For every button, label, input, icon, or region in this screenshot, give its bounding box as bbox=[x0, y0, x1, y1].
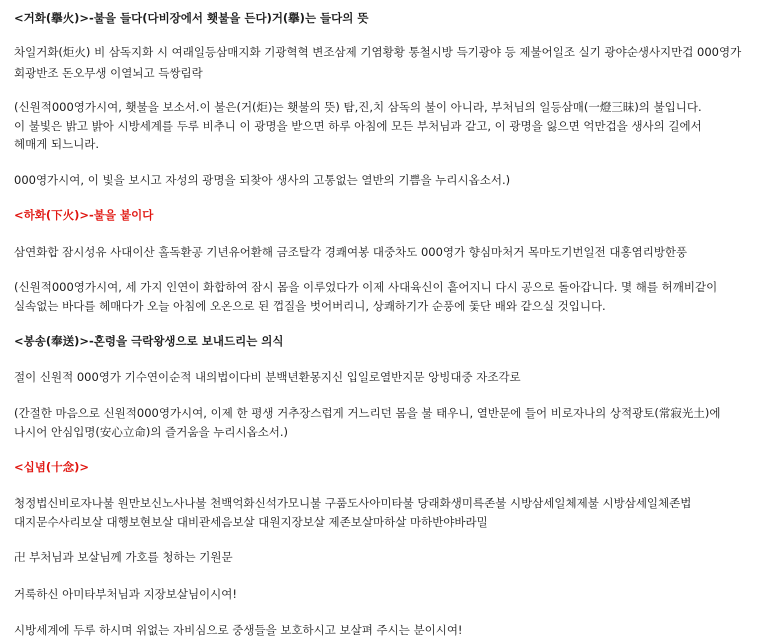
chant-hanja-reading-line: 회광반조 돈오무생 이열뇌고 득쌍림락 bbox=[14, 66, 203, 80]
translation-line: 헤매게 되느니라. bbox=[14, 137, 100, 151]
chant-hanja-reading-line: 삼연화합 잠시성유 사대이산 홀독환공 기년유어환해 금조탈각 경쾌여봉 대중차도 000영가 향심마처거 목마도기번일전 대홍염리방한풍 bbox=[14, 245, 688, 259]
section-heading-geohwa: <거화(擧火)>-불을 들다(다비장에서 횃불을 든다)거(擧)는 들다의 뜻 bbox=[14, 11, 369, 25]
translation-line: 000영가시여, 이 빛을 보시고 자성의 광명을 되찾아 생사의 고통없는 열반의 기쁨을 누리시옵소서.) bbox=[14, 173, 511, 187]
translation-line: 이 불빛은 밝고 밝아 시방세계를 두루 비추니 이 광명을 받으면 하루 아침에 모든 부처님과 같고, 이 광명을 잃으면 억만겁을 생사의 길에서 bbox=[14, 119, 702, 133]
translation-line: (신원적000영가시여, 세 가지 인연이 화합하여 잠시 몸을 이루었다가 이제 사대육신이 흩어지니 다시 공으로 돌아갑니다. 몇 해를 허깨비같이 bbox=[14, 280, 718, 294]
translation-line: (신원적000영가시여, 횃불을 보소서.이 불은(거(炬)는 횃불의 뜻) 탐,진,치 삼독의 불이 아니라, 부처님의 일등삼매(一燈三昧)의 불입니다. bbox=[14, 100, 702, 114]
prayer-title-line: 卍 부처님과 보살님께 가호를 청하는 기원문 bbox=[14, 550, 233, 564]
translation-line: 나시어 안심입명(安心立命)의 즐거움을 누리시옵소서.) bbox=[14, 425, 289, 439]
chant-hanja-reading-line: 절이 신원적 000영가 기수연이순적 내의법이다비 분백년환몽지신 입일로열반지문 앙빙대중 자조각로 bbox=[14, 370, 521, 384]
prayer-line: 시방세계에 두루 하시며 위없는 자비심으로 중생들을 보호하시고 보살펴 주시는 분이시여! bbox=[14, 623, 463, 637]
prayer-line: 거룩하신 아미타부처님과 지장보살님이시여! bbox=[14, 587, 237, 601]
section-heading-hahwa: <하화(下火)>-불을 붙이다 bbox=[14, 208, 154, 222]
chant-hanja-reading-line: 차일거화(炬火) 비 삼독지화 시 여래일등삼매지화 기광혁혁 변조삼제 기염황황 통철시방 득기광야 등 제불어일조 실기 광야순생사지만겁 000영가 bbox=[14, 45, 742, 59]
translation-line: 실속없는 바다를 헤매다가 오늘 아침에 오온으로 된 껍질을 벗어버리니, 상쾌하기가 순풍에 돛단 배와 같으실 것입니다. bbox=[14, 299, 606, 313]
buddha-names-line: 대지문수사리보살 대행보현보살 대비관세음보살 대원지장보살 제존보살마하살 마하반야바라밀 bbox=[14, 515, 488, 529]
section-heading-sipnyeom: <십념(十念)> bbox=[14, 460, 90, 474]
section-heading-bongsong: <봉송(奉送)>-혼령을 극락왕생으로 보내드리는 의식 bbox=[14, 334, 284, 348]
translation-line: (간절한 마음으로 신원적000영가시여, 이제 한 평생 거추장스럽게 거느리던 몸을 불 태우니, 열반문에 들어 비로자나의 상적광토(常寂光土)에 bbox=[14, 406, 721, 420]
buddha-names-line: 청정법신비로자나불 원만보신노사나불 천백억화신석가모니불 구품도사아미타불 당래화생미륵존불 시방삼세일체제불 시방삼세일체존법 bbox=[14, 496, 692, 510]
